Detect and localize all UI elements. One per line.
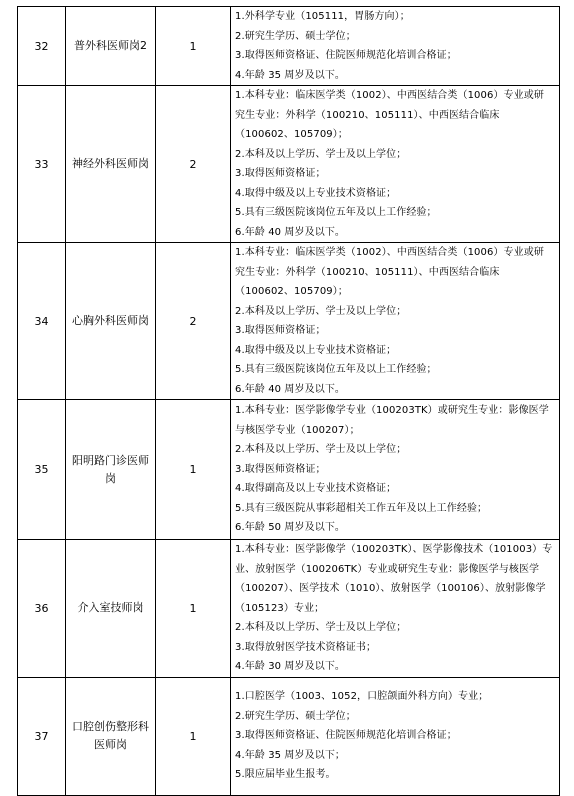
requirements-cell [231,677,560,795]
requirement-line: 1.外科学专业（105111，胃肠方向）； [235,11,410,22]
requirement-line: 3.取得医师资格证、住院医师规范化培训合格证； [235,730,457,742]
hire-count: 1 [156,7,231,86]
post-number: 33 [18,86,66,243]
requirement-line: 3.取得医师资格证； [235,325,326,336]
post-number: 34 [18,243,66,400]
requirement-line: 5.具有三级医院该岗位五年及以上工作经验； [235,207,437,218]
requirement-line: 1.本科专业：临床医学类（1002）、中西医结合类（1006）专业或研究生专业：外科学（100210、105111）、中西医结合临床（100602、105709）； [235,90,544,140]
table-row [18,243,560,400]
requirement-line: 2.研究生学历、硕士学位； [235,710,356,722]
hire-count: 2 [156,86,231,243]
requirement-line: 2.本科及以上学历、学士及以上学位； [235,305,407,317]
hire-count: 1 [156,400,231,540]
post-number: 35 [18,400,66,540]
requirement-line: 4.年龄 30 周岁及以下。 [235,661,346,672]
requirement-line: 2.本科及以上学历、学士及以上学位； [235,148,407,160]
requirement-line: 5.具有三级医院从事彩超相关工作五年及以上工作经验； [235,502,488,514]
post-name: 介入室技师岗 [66,540,156,678]
requirements-cell [231,86,560,243]
requirement-line: 3.取得医师资格证； [235,463,326,475]
requirements-cell [231,400,560,540]
table-row [18,540,560,678]
table-row [18,400,560,540]
requirement-line: 2.本科及以上学历、学士及以上学位； [235,622,407,633]
table-row [18,86,560,243]
post-name: 阳明路门诊医师岗 [66,400,156,540]
post-name: 口腔创伤整形科医师岗 [66,677,156,795]
post-name: 心胸外科医师岗 [66,243,156,400]
requirements-cell [231,7,560,86]
requirement-line: 4.年龄 35 周岁及以下。 [235,69,346,81]
requirement-line: 4.取得副高及以上专业技术资格证； [235,483,397,495]
post-number: 32 [18,7,66,86]
requirement-line: 1.本科专业：医学影像学（100203TK）、医学影像技术（101003）专业、放射医学（100206TK）专业或研究生专业：影像医学与核医学（100207）、医学技术（1010）、放射医学（100106）、放射影像学（105123）专业； [235,544,553,614]
hire-count: 1 [156,540,231,678]
requirement-line: 4.取得中级及以上专业技术资格证； [235,187,397,199]
requirement-line: 6.年龄 50 周岁及以下。 [235,522,346,534]
requirement-line: 5.限应届毕业生报考。 [235,769,336,781]
requirement-line: 1.本科专业：临床医学类（1002）、中西医结合类（1006）专业或研究生专业：外科学（100210、105111）、中西医结合临床（100602、105709）； [235,247,544,297]
requirement-line: 1.口腔医学（1003、1052，口腔颌面外科方向）专业； [235,691,489,703]
requirement-line: 3.取得放射医学技术资格证书； [235,641,377,653]
requirement-line: 3.取得医师资格证； [235,168,326,179]
post-name: 普外科医师岗2 [66,7,156,86]
requirement-line: 1.本科专业：医学影像学专业（100203TK）或研究生专业：影像医学与核医学专业（100207）； [235,405,549,436]
requirement-line: 4.年龄 35 周岁及以下； [235,749,346,761]
requirement-line: 4.取得中级及以上专业技术资格证； [235,344,397,356]
table-row [18,677,560,795]
hire-count: 2 [156,243,231,400]
requirement-line: 6.年龄 40 周岁及以下。 [235,226,346,238]
requirement-line: 2.研究生学历、硕士学位； [235,30,356,42]
recruitment-table [17,6,560,796]
post-number: 36 [18,540,66,678]
post-name: 神经外科医师岗 [66,86,156,243]
requirement-line: 2.本科及以上学历、学士及以上学位； [235,444,407,456]
requirement-line: 6.年龄 40 周岁及以下。 [235,383,346,395]
requirement-line: 3.取得医师资格证、住院医师规范化培训合格证； [235,50,457,61]
requirements-cell [231,540,560,678]
table-row [18,7,560,86]
requirements-cell [231,243,560,400]
requirement-line: 5.具有三级医院该岗位五年及以上工作经验； [235,364,437,375]
hire-count: 1 [156,677,231,795]
post-number: 37 [18,677,66,795]
